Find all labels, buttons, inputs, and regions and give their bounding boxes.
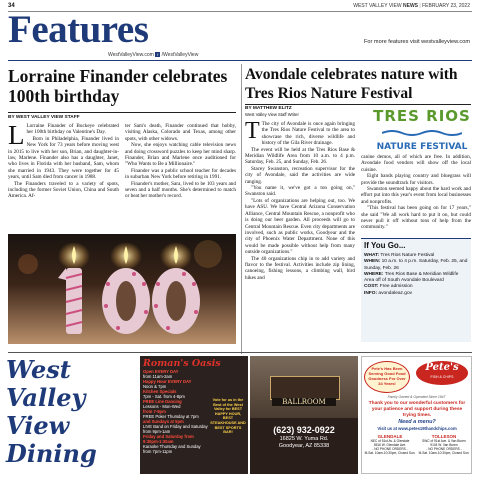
info-what: WHAT: Tres Rios Nature Festival — [364, 253, 435, 258]
right-headline: Avondale celebrates nature with Tres Rios Nature Festival — [245, 66, 458, 102]
ballroom-ad[interactable] — [250, 356, 358, 474]
left-paragraph: Finander's mother, Sara, lived to be 103 years and seven and a half months. She's determined to match or beat her mother's record. — [125, 180, 236, 200]
left-headline: Lorraine Finander celebrates 100th birthday — [8, 66, 228, 106]
right-byline: BY MATTHEW ELITZ — [245, 106, 292, 111]
ballroom-address2: Goodyear, AZ 85338 — [278, 443, 330, 449]
romans-oasis-ad[interactable] — [140, 356, 248, 474]
dateline-section: NEWS — [403, 3, 418, 9]
petes-family-note: Family Owned & Operated Since 1947 — [387, 395, 446, 399]
romans-line: Friday and Saturday from 9:30pm-1:30am — [143, 434, 194, 444]
dateline-date: FEBRUARY 23, 2022 — [422, 3, 470, 9]
dining-title-line2: View Dining — [6, 411, 97, 468]
info-info: INFO: avondaleaz.gov — [364, 290, 413, 296]
left-paragraph: The Finanders traveled to a variety of spots, including the former Soviet Union, China and South America. Af- — [8, 180, 119, 200]
ballroom-sign: BALLROOM — [272, 398, 336, 406]
info-box — [361, 238, 471, 342]
romans-name: Roman's Oasis — [143, 358, 221, 369]
romans-line: Kitchen Specials — [143, 389, 177, 394]
info-where: WHERE: Tres Rios Base & Meridian Wildlife Area off of South Avondale Boulevard — [364, 271, 459, 284]
dateline-paper: WEST VALLEY VIEW — [353, 3, 402, 9]
right-byline-role: West Valley View Staff Writer — [245, 112, 299, 117]
petes-need-menu: Need a menu? — [398, 419, 436, 425]
petes-location-glendale: GLENDALE NEC of 51st Av. & Glendale 5516 W. Glendale Ave. - NO PHONE ORDERS - M-Sat. 10am-10:30pm, Closed Sun. — [364, 434, 416, 455]
more-features: For more features visit westvalleyview.com — [363, 39, 470, 45]
tres-rios-logo-line1: TRES RIOS — [373, 107, 471, 125]
romans-line: FREE Line Dancing — [143, 399, 182, 404]
romans-line: Happy Hour EVERY DAY — [143, 379, 192, 384]
right-paragraph: The event will be held at the Tres Rios Base & Meridian Wildlife Area from 10 a.m. to 4 p.m. Saturday, Feb. 25, and Sunday, Feb. 26. — [245, 146, 355, 166]
dining-title-line1: West Valley — [6, 355, 86, 412]
romans-slogan: Vote for us in the Best of the West Valley for BEST HAPPY HOUR, BEST STEAKHOUSE AND BEST SPORTS BAR! — [210, 398, 246, 435]
right-paragraph: Eight bands playing country and bluegrass will provide the soundtrack for visitors. — [361, 173, 471, 186]
info-cost: COST: Free admission — [364, 284, 413, 290]
romans-line: LIVE Band on Friday and Saturday from 9pm-1am — [143, 424, 208, 434]
ballroom-building — [250, 356, 358, 418]
romans-line: and Sundays at 5pm — [143, 419, 184, 424]
petes-logo: Pete's FISH & CHIPS — [416, 361, 468, 385]
left-paragraph: Born in Philadelphia, Finander lived in New York for 73 years before moving west in 2015 to live with her son, Brian, and daughter-in-law, Marlene. Finander also has a daughter, Janet, who lives in Florida with her husband, Sam, whom she married in 1943. They were together for 45 years, until Sam died from cancer in 1988. — [8, 135, 119, 181]
romans-line: 7pm - Sat. from 4-8pm — [143, 394, 185, 399]
right-paragraph: The city of Avondale is once again bringing the Tres Rios Nature Festival to the area to showcase the rich, diverse wildlife and history of the Gila River drainage. — [261, 121, 355, 147]
info-link[interactable]: avondaleaz.gov — [378, 290, 413, 296]
section-website — [108, 52, 198, 58]
page-number: 34 — [8, 3, 15, 9]
right-paragraph: Stacey Swanston, recreation supervisor for the city of Avondale, said the activities are wide ranging. — [245, 165, 355, 185]
petes-visit[interactable]: Visit us at www.petes19thandchips.com — [377, 426, 457, 431]
left-paragraph: Finander was a public school teacher for decades in suburban New York before retiring in 1991. — [125, 167, 236, 181]
ballroom-address1: 16825 W. Yuma Rd. — [279, 436, 329, 442]
romans-line: Noon & 7pm — [143, 384, 167, 389]
candles-illustration — [8, 234, 236, 344]
romans-line: Karaoke Thursday and Sunday from 7pm-11pm — [143, 444, 201, 454]
website-link[interactable]: WestValleyView.com — [108, 52, 154, 58]
right-paragraph: canine demos, all of which are free. In addition, Avondale food vendors will show off the local cuisine. — [361, 154, 471, 173]
petes-location-tolleson: TOLLESON SWC of 91st Ave. & Van Buren 9104 W. Van Buren - NO PHONE ORDERS - M-Sat. 10am-10:30pm, Closed Sun. — [418, 434, 470, 455]
dateline: WEST VALLEY VIEW NEWS | FEBRUARY 23, 2022 — [353, 3, 470, 9]
dining-title — [6, 356, 136, 468]
info-when: WHEN: 10 a.m. to 4 p.m. Saturday, Feb. 25, and Sunday, Feb. 26 — [364, 259, 468, 271]
romans-line: Open EVERY DAY — [143, 369, 179, 374]
right-paragraph: "You name it, we've got a ton going on," Swanston said. — [245, 185, 355, 198]
right-paragraph: The 40 organizations chip in to add variety and flavor to the festival. Activities include zip lining, canoeing, fishing lessons, a climbing wall, bird hikes and — [245, 255, 355, 281]
drop-cap: L — [8, 120, 25, 150]
petes-bubble: Pete's Has Been Serving Good Food Goodness For Over 34 Years! — [364, 361, 410, 393]
social-link[interactable]: /WestValleyView — [161, 52, 199, 58]
left-col-2 — [125, 123, 236, 200]
romans-line: from 11am-2am — [143, 374, 173, 379]
petes-thanks: Thank you to our wonderful customers for your patience and support during these trying times. — [368, 401, 466, 418]
right-paragraph: "Lots of organizations are helping out, too. We have ASU. We have Central Arizona Conservation Alliance, Central Mountain Rescue, a nonprofit who is doing our beer garden. All proceeds will go to Central Mountain Rescue. Even city departments are involved, such as public works, Goodyear and the city of Phoenix Water Department. None of this would be made possible without help from many outside organizations." — [245, 197, 355, 256]
drop-cap: T — [245, 118, 260, 144]
romans-line: FREE Poker Thursday at 7pm — [143, 414, 199, 419]
left-paragraph: Lorraine Finander of Buckeye celebrated her 100th birthday on Valentine's Day. — [26, 123, 119, 136]
river-waves-icon — [382, 129, 462, 137]
left-paragraph: ter Sam's death, Finander continued that hobby, visiting Alaska, Colorado and Texas, among other spots, with other widows. — [125, 123, 236, 142]
left-byline: BY WEST VALLEY VIEW STAFF — [8, 115, 80, 120]
section-title: Features — [8, 8, 149, 51]
info-box-title: If You Go... — [364, 241, 406, 250]
left-paragraph: Now, she enjoys watching cable television news and doing crossword puzzles to keep her mind sharp. Finander, Brian and Marlene once auditioned for "Who Wants to Be a Millionaire." — [125, 142, 236, 168]
romans-line: from 7-9pm — [143, 409, 166, 414]
birthday-candles-photo — [8, 234, 236, 344]
romans-line: Lessons - Mon-Wed — [143, 404, 181, 409]
romans-lines — [143, 369, 209, 454]
tres-rios-logo-line2: NATURE FESTIVAL — [376, 142, 468, 152]
ballroom-phone[interactable]: (623) 932-0922 — [273, 425, 335, 435]
facebook-icon: f — [157, 52, 159, 57]
left-col-1 — [8, 120, 119, 200]
right-col-2 — [361, 154, 471, 231]
petes-ad[interactable] — [361, 356, 472, 474]
right-col-1 — [245, 118, 355, 281]
tres-rios-logo — [372, 107, 472, 152]
right-paragraph: "This festival has been going on for 17 years," she said "We all work hard to put it on, but could never pull it off without tons of help from the community." — [361, 205, 471, 231]
right-paragraph: Swanston seemed happy about the hard work and effort put into this year's event from local businesses and nonprofits. — [361, 186, 471, 205]
